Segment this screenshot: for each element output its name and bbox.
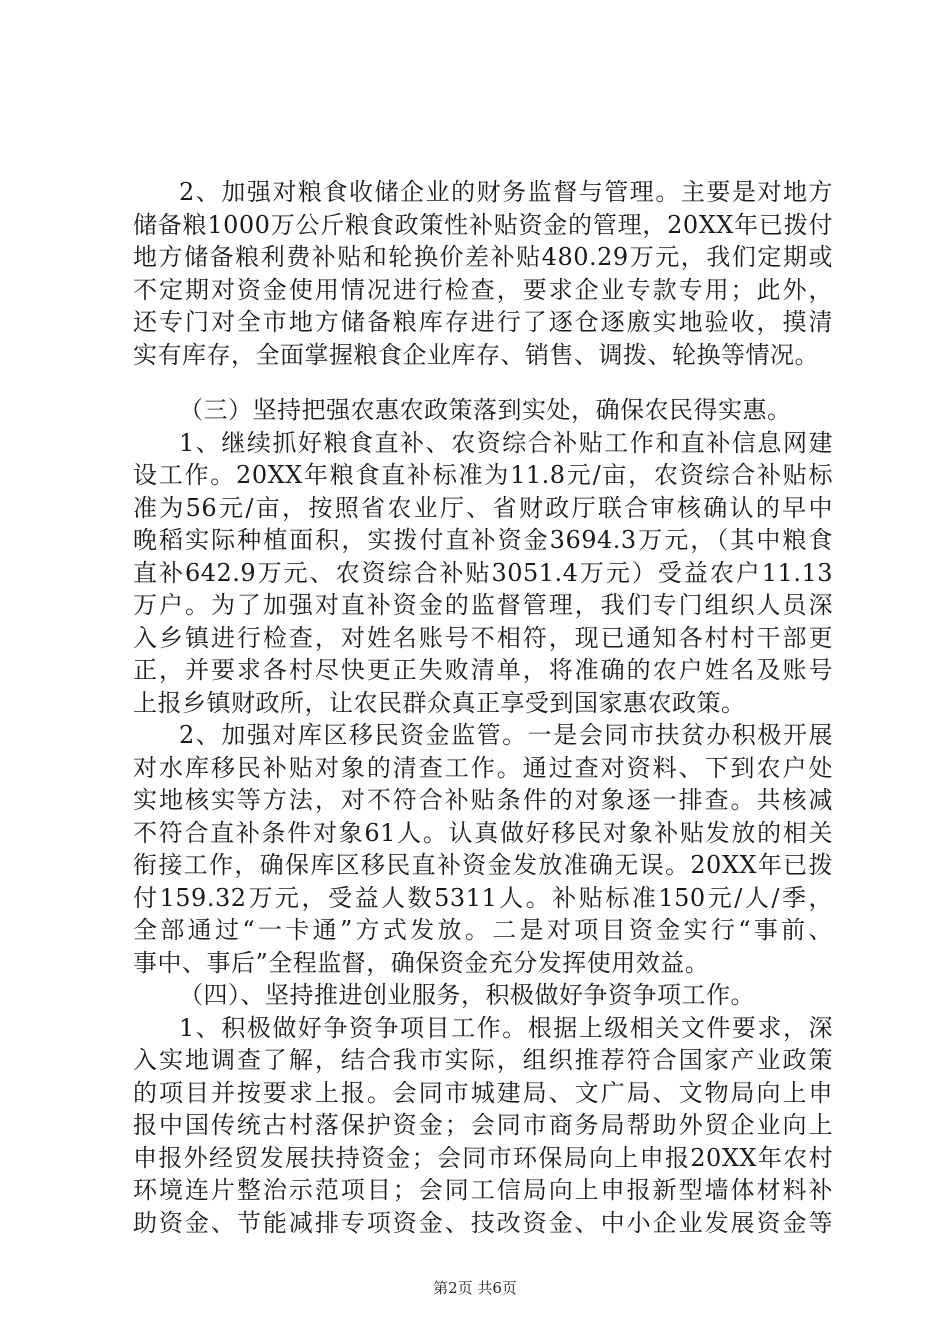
paragraph-line: 入乡镇进行检查，对姓名账号不相符，现已通知各村村干部更 [133,623,833,652]
paragraph-line: 还专门对全市地方储备粮库存进行了逐仓逐廒实地验收，摸清 [133,308,833,336]
paragraph-line: 不符合直补条件对象61人。认真做好移民对象补贴发放的相关 [133,818,833,847]
paragraph-line: 实地核实等方法，对不符合补贴条件的对象逐一排查。共核减 [133,786,833,814]
paragraph-line: 全部通过“一卡通”方式发放。二是对项目资金实行“事前、 [133,916,833,944]
section-heading: （三）坚持把强农惠农政策落到实处，确保农民得实惠。 [179,396,792,424]
page-number-footer: 第2页 共6页 [433,1279,517,1297]
paragraph-line: 正，并要求各村尽快更正失败清单，将准确的农户姓名及账号 [133,656,833,684]
paragraph-line: 上报乡镇财政所，让农民群众真正享受到国家惠农政策。 [133,688,746,717]
paragraph-gap [133,371,833,394]
paragraph-line: 1、继续抓好粮食直补、农资综合补贴工作和直补信息网建 [179,428,833,457]
paragraph-line: 直补642.9万元、农资综合补贴3051.4万元）受益农户11.13 [133,558,833,587]
paragraph-line: 的项目并按要求上报。会同市城建局、文广局、文物局向上申 [133,1078,833,1107]
paragraph-line: 付159.32万元，受益人数5311人。补贴标准150元/人/季， [133,883,833,912]
paragraph-line: 对水库移民补贴对象的清查工作。通过查对资料、下到农户处 [133,753,833,782]
paragraph-line: 助资金、节能减排专项资金、技改资金、中小企业发展资金等 [133,1208,833,1237]
paragraph-line: 入实地调查了解，结合我市实际，组织推荐符合国家产业政策 [133,1046,833,1074]
section-heading: （四）、坚持推进创业服务，积极做好争资争项工作。 [179,981,755,1009]
paragraph-line: 设工作。20XX年粮食直补标准为11.8元/亩，农资综合补贴标 [133,461,833,489]
paragraph-line: 衔接工作，确保库区移民直补资金发放准确无误。20XX年已拨 [133,851,833,879]
paragraph-line: 准为56元/亩，按照省农业厅、省财政厅联合审核确认的早中 [133,493,833,522]
paragraph-line: 环境连片整治示范项目；会同工信局向上申报新型墙体材料补 [133,1176,833,1204]
paragraph-line: 万户。为了加强对直补资金的监督管理，我们专门组织人员深 [133,591,833,619]
paragraph-line: 事中、事后”全程监督，确保资金充分发挥使用效益。 [133,948,710,977]
paragraph-line: 1、积极做好争资争项目工作。根据上级相关文件要求，深 [179,1013,833,1042]
document-body [133,176,833,1239]
paragraph-line: 实有库存，全面掌握粮食企业库存、销售、调拨、轮换等情况。 [133,340,819,369]
paragraph-line: 晚稻实际种植面积，实拨付直补资金3694.3万元，（其中粮食 [133,526,833,554]
paragraph-line: 报中国传统古村落保护资金；会同市商务局帮助外贸企业向上 [133,1111,833,1139]
paragraph-line: 不定期对资金使用情况进行检查，要求企业专款专用；此外， [133,275,833,304]
paragraph-line: 申报外经贸发展扶持资金；会同市环保局向上申报20XX年农村 [133,1143,833,1172]
paragraph-line: 地方储备粮利费补贴和轮换价差补贴480.29万元，我们定期或 [133,243,833,271]
paragraph-line: 2、加强对粮食收储企业的财务监督与管理。主要是对地方 [179,178,833,206]
paragraph-line: 2、加强对库区移民资金监管。一是会同市扶贫办积极开展 [179,721,833,749]
paragraph-line: 储备粮1000万公斤粮食政策性补贴资金的管理，20XX年已拨付 [133,210,833,239]
